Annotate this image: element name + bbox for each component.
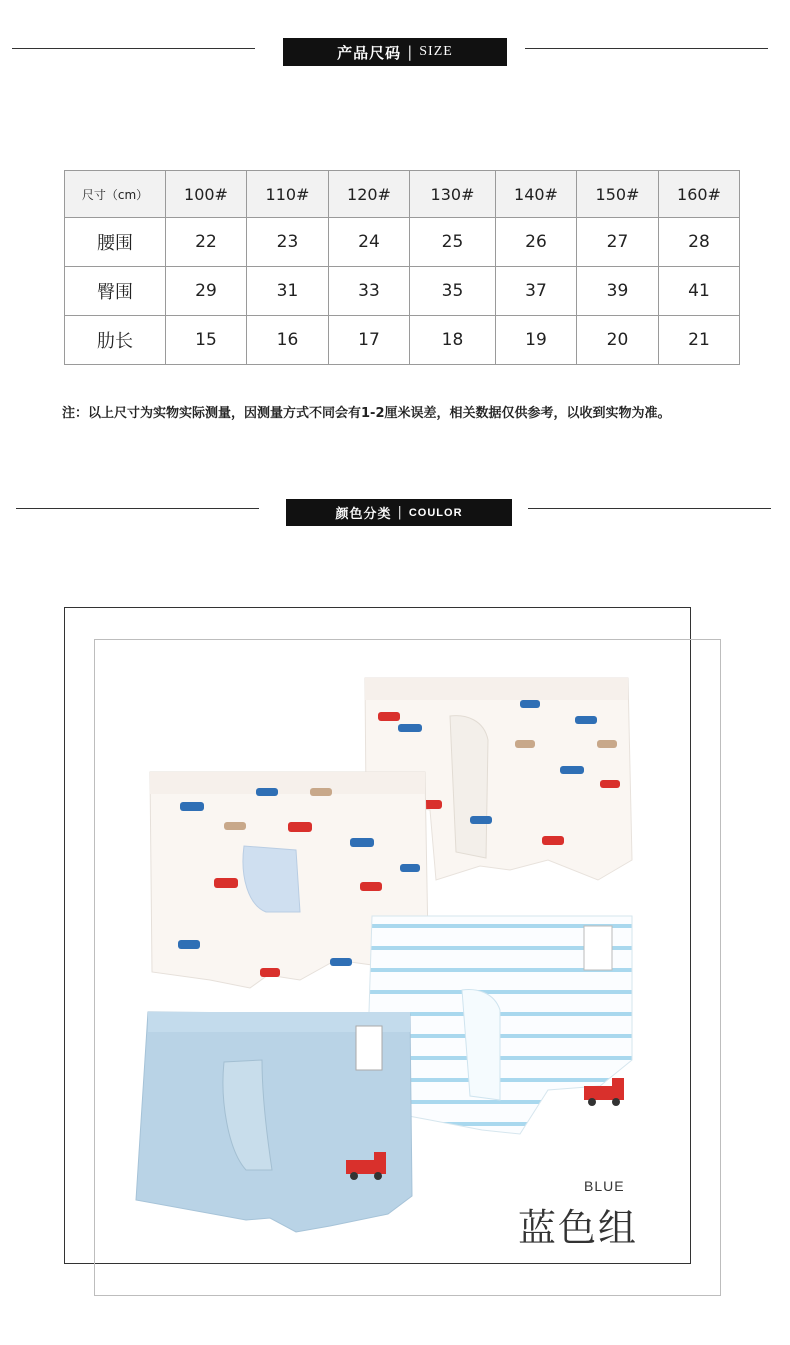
table-cell: 41 [659,267,740,316]
table-row-waist [65,218,740,267]
table-cell: 26 [496,218,577,267]
table-cell: 28 [659,218,740,267]
color-header-line-right [528,508,771,509]
table-cell: 37 [496,267,577,316]
size-header-cell: 120# [329,171,410,218]
row-label: 肋长 [65,316,166,365]
table-cell: 22 [166,218,247,267]
table-cell: 17 [329,316,410,365]
color-title-separator: | [397,505,403,520]
size-header-line-left [12,48,255,49]
size-table [64,170,740,365]
table-row-hip [65,267,740,316]
table-row-length [65,316,740,365]
color-title-en: COULOR [408,506,463,519]
table-cell: 25 [410,218,496,267]
table-cell: 15 [166,316,247,365]
color-title-cn: 颜色分类 [335,507,392,522]
table-cell: 16 [247,316,329,365]
size-table-header-row [65,171,740,218]
size-section-banner [283,38,507,66]
size-title-en: SIZE [419,44,453,59]
size-table-header-first: 尺寸（cm） [65,171,166,218]
table-cell: 39 [577,267,659,316]
table-cell: 23 [247,218,329,267]
table-cell: 18 [410,316,496,365]
table-cell: 29 [166,267,247,316]
size-title-separator: | [407,43,414,61]
row-label: 臀围 [65,267,166,316]
row-label: 腰围 [65,218,166,267]
measurement-note: 注：以上尺寸为实物实际测量，因测量方式不同会有1-2厘米误差，相关数据仅供参考，以收到实物为准。 [62,406,671,421]
table-cell: 33 [329,267,410,316]
table-cell: 31 [247,267,329,316]
color-group-label-cn: 蓝色组 [518,1206,639,1250]
size-header-cell: 130# [410,171,496,218]
table-cell: 24 [329,218,410,267]
table-cell: 20 [577,316,659,365]
table-cell: 19 [496,316,577,365]
color-header-line-left [16,508,259,509]
size-title-cn: 产品尺码 [337,43,402,62]
table-cell: 21 [659,316,740,365]
table-cell: 35 [410,267,496,316]
color-section-banner [286,499,512,526]
size-header-cell: 150# [577,171,659,218]
color-group-label-en: BLUE [584,1178,625,1194]
size-header-cell: 110# [247,171,329,218]
table-cell: 27 [577,218,659,267]
size-header-cell: 160# [659,171,740,218]
size-header-line-right [525,48,768,49]
size-header-cell: 100# [166,171,247,218]
size-header-cell: 140# [496,171,577,218]
